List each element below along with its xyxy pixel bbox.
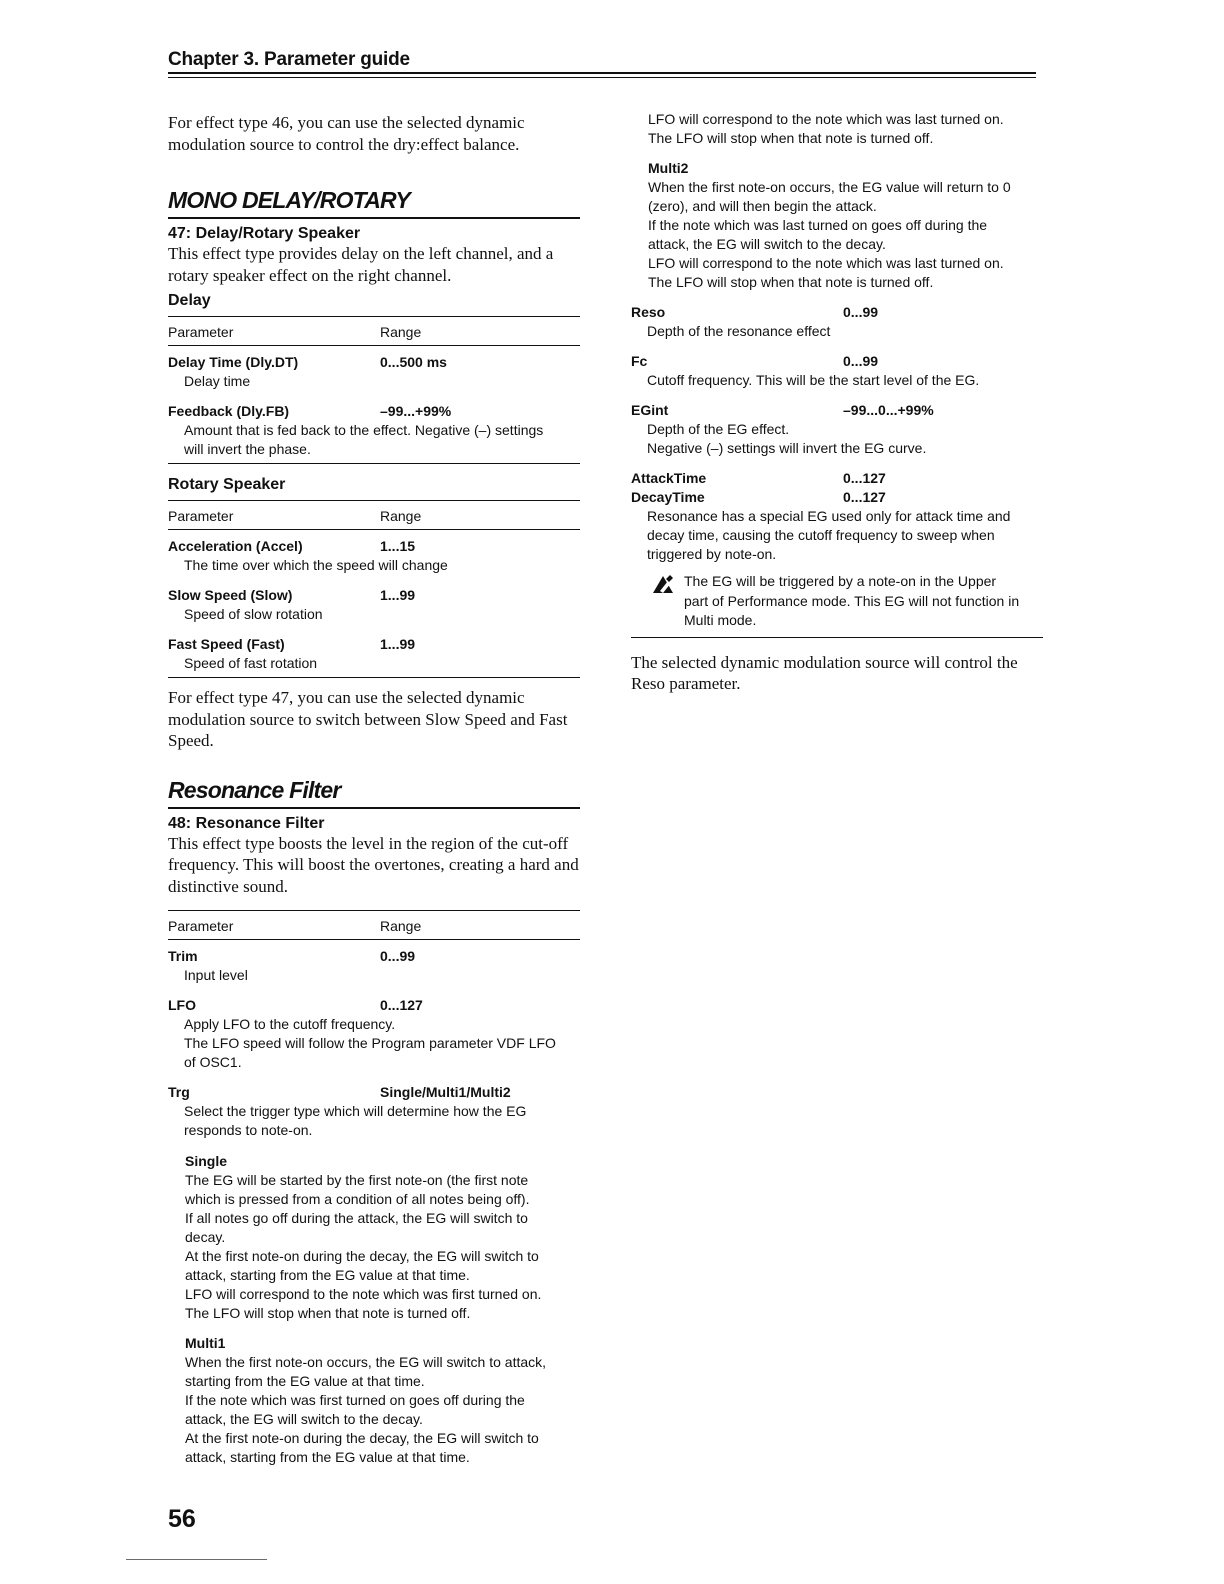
text-line: LFO will correspond to the note which was last turned on. [648, 255, 1004, 271]
param-range: 0...99 [843, 304, 879, 320]
param-name: Slow Speed (Slow) [168, 587, 293, 603]
text-line: When the first note-on occurs, the EG will switch to attack, [185, 1354, 547, 1370]
param-name: Reso [631, 304, 666, 320]
header-rule-thin [168, 77, 1036, 78]
trigger-single [168, 1152, 580, 1323]
param-range: Single/Multi1/Multi2 [380, 1084, 511, 1100]
column-header-parameter: Parameter [168, 324, 234, 340]
section-title-mono-delay-rotary: MONO DELAY/ROTARY [168, 187, 580, 219]
param-range: 0...127 [843, 489, 886, 505]
trigger-multi1 [168, 1334, 580, 1467]
text-line: When the first note-on occurs, the EG value will return to 0 [648, 179, 1011, 195]
text-line: LFO will correspond to the note which was last turned on. [648, 111, 1004, 127]
param-range: –99...0...+99% [843, 402, 934, 418]
right-column [631, 110, 1041, 695]
param-desc: of OSC1. [184, 1054, 242, 1070]
trigger-multi1-continued [631, 110, 1041, 148]
section-title-resonance-filter: Resonance Filter [168, 777, 580, 809]
param-desc: triggered by note-on. [647, 546, 777, 562]
intro-46: For effect type 46, you can use the selected dynamic modulation source to control the dry:effect balance. [168, 113, 525, 154]
note-line: The EG will be triggered by a note-on in the Upper [684, 573, 997, 589]
footer-line [126, 1559, 267, 1560]
column-header-range: Range [380, 324, 422, 340]
param-row-attack-decay [631, 469, 1041, 564]
text-line: attack, the EG will switch to the decay. [648, 236, 886, 252]
note-line: Multi mode. [684, 612, 757, 628]
param-range: 0...99 [380, 948, 416, 964]
param-name: Fast Speed (Fast) [168, 636, 285, 652]
text-line: decay. [185, 1229, 226, 1245]
note-block [631, 572, 1043, 638]
param-desc: decay time, causing the cutoff frequency to sweep when [647, 527, 995, 543]
left-column [168, 112, 580, 1467]
param-desc: The LFO speed will follow the Program parameter VDF LFO [184, 1035, 556, 1051]
param-range: 0...99 [843, 353, 879, 369]
effect-47-description: This effect type provides delay on the left channel, and a rotary speaker effect on the right channel. [168, 244, 554, 285]
param-name: Acceleration (Accel) [168, 538, 303, 554]
rotary-speaker-heading: Rotary Speaker [168, 476, 286, 493]
effect-48-description: This effect type boosts the level in the region of the cut-off frequency. This will boost the overtones, creating a hard and distinctive sound. [168, 833, 579, 896]
param-range: –99...+99% [380, 403, 452, 419]
param-desc: Depth of the resonance effect [647, 323, 831, 339]
text-line: At the first note-on during the decay, the EG will switch to [185, 1430, 539, 1446]
text-line: At the first note-on during the decay, the EG will switch to [185, 1248, 539, 1264]
text-line: The LFO will stop when that note is turned off. [648, 274, 934, 290]
param-range: 0...127 [843, 470, 886, 486]
text-line: attack, starting from the EG value at that time. [185, 1449, 470, 1465]
param-row [168, 353, 580, 391]
param-desc: Cutoff frequency. This will be the start level of the EG. [647, 372, 980, 388]
outro-48: The selected dynamic modulation source will control the Reso parameter. [631, 652, 1018, 693]
resonance-table [168, 940, 580, 1467]
param-desc: Amount that is fed back to the effect. Negative (–) settings [184, 422, 544, 438]
column-header-parameter: Parameter [168, 918, 234, 934]
param-row [631, 352, 1041, 390]
param-name: Trim [168, 948, 198, 964]
text-line: LFO will correspond to the note which was first turned on. [185, 1286, 542, 1302]
param-row [168, 947, 580, 985]
param-desc: Apply LFO to the cutoff frequency. [184, 1016, 396, 1032]
param-desc: Delay time [184, 373, 251, 389]
param-desc: will invert the phase. [184, 441, 311, 457]
param-row [631, 303, 1041, 341]
param-row [168, 1083, 580, 1140]
param-range: 1...99 [380, 587, 416, 603]
rotary-table [168, 530, 580, 678]
note-icon [631, 572, 684, 631]
param-row [168, 402, 580, 459]
column-header-range: Range [380, 918, 422, 934]
text-line: The LFO will stop when that note is turned off. [648, 130, 934, 146]
effect-title-47: 47: Delay/Rotary Speaker [168, 225, 361, 242]
text-line: starting from the EG value at that time. [185, 1373, 425, 1389]
page-number: 56 [168, 1505, 196, 1533]
param-desc: Resonance has a special EG used only for attack time and [647, 508, 1011, 524]
delay-heading: Delay [168, 292, 211, 309]
param-name: AttackTime [631, 470, 707, 486]
param-range: 0...127 [380, 997, 423, 1013]
param-desc: responds to note-on. [184, 1122, 313, 1138]
column-header-parameter: Parameter [168, 508, 234, 524]
param-row [168, 635, 580, 673]
effect-title-48: 48: Resonance Filter [168, 814, 325, 832]
multi2-heading: Multi2 [648, 160, 689, 176]
delay-table-header [168, 316, 580, 346]
param-desc: Speed of slow rotation [184, 606, 323, 622]
param-desc: Negative (–) settings will invert the EG curve. [647, 440, 927, 456]
text-line: attack, starting from the EG value at that time. [185, 1267, 470, 1283]
param-range: 1...99 [380, 636, 416, 652]
trigger-multi2 [631, 159, 1041, 292]
chapter-title: Chapter 3. Parameter guide [168, 49, 410, 70]
text-line: which is pressed from a condition of all notes being off). [185, 1191, 530, 1207]
note-line: part of Performance mode. This EG will not function in [684, 592, 1020, 609]
outro-47: For effect type 47, you can use the selected dynamic modulation source to switch between Slow Speed and Fast Speed. [168, 688, 568, 750]
rotary-table-header [168, 500, 580, 530]
text-line: If the note which was first turned on goes off during the [185, 1392, 525, 1408]
text-line: The LFO will stop when that note is turned off. [185, 1305, 471, 1321]
param-row [168, 586, 580, 624]
param-range: 0...500 ms [380, 354, 447, 370]
param-name: Feedback (Dly.FB) [168, 403, 290, 419]
param-name: EGint [631, 402, 669, 418]
param-desc: Input level [184, 967, 248, 983]
param-name: LFO [168, 997, 196, 1013]
multi1-heading: Multi1 [185, 1335, 226, 1351]
text-line: attack, the EG will switch to the decay. [185, 1411, 423, 1427]
param-range: 1...15 [380, 538, 416, 554]
param-name: Delay Time (Dly.DT) [168, 354, 299, 370]
text-line: The EG will be started by the first note-on (the first note [185, 1172, 529, 1188]
param-desc: Speed of fast rotation [184, 655, 318, 671]
param-name: Fc [631, 353, 648, 369]
param-row [168, 537, 580, 575]
header-rule [168, 72, 1036, 74]
param-row [631, 401, 1041, 458]
text-line: (zero), and will then begin the attack. [648, 198, 877, 214]
param-name: DecayTime [631, 489, 705, 505]
param-name: Trg [168, 1084, 190, 1100]
column-header-range: Range [380, 508, 422, 524]
resonance-table-header [168, 910, 580, 940]
param-desc: The time over which the speed will change [184, 557, 448, 573]
text-line: If the note which was last turned on goes off during the [648, 217, 988, 233]
param-desc: Select the trigger type which will determine how the EG [184, 1103, 527, 1119]
param-desc: Depth of the EG effect. [647, 421, 790, 437]
text-line: If all notes go off during the attack, the EG will switch to [185, 1210, 528, 1226]
param-row [168, 996, 580, 1072]
delay-table [168, 346, 580, 464]
single-heading: Single [185, 1153, 228, 1169]
